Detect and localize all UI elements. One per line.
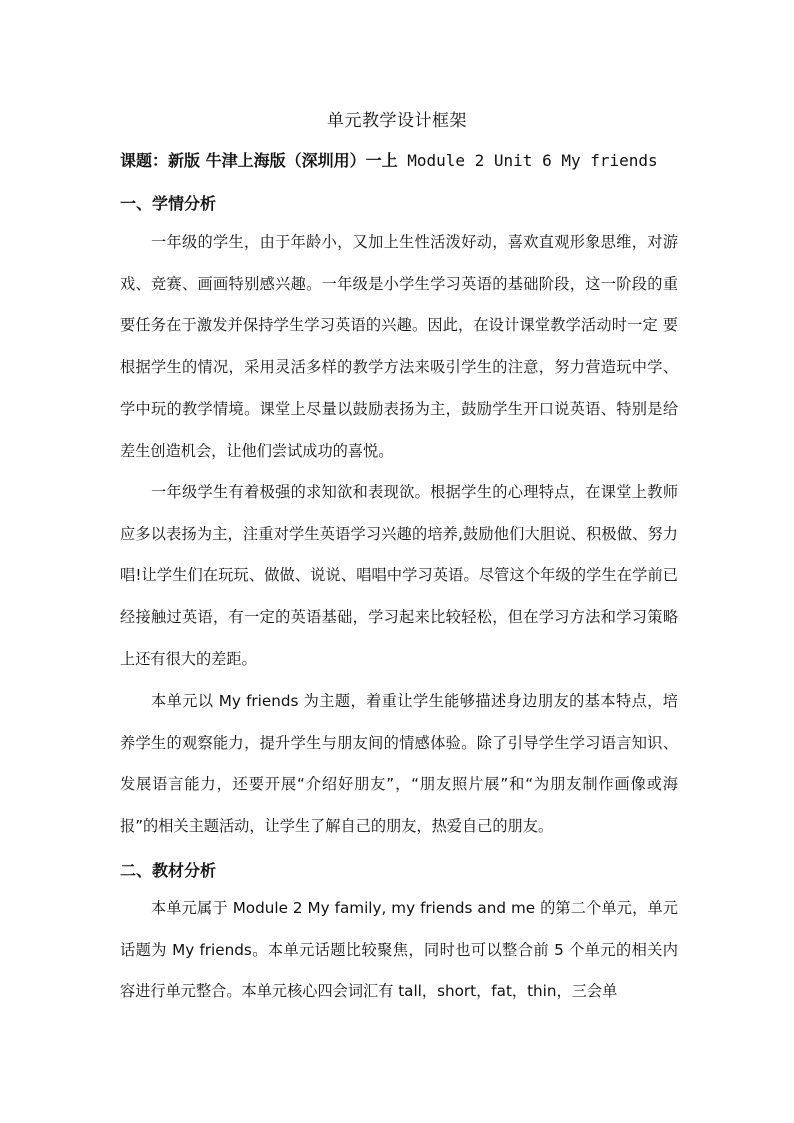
paragraph-learner-2: 一年级学生有着极强的求知欲和表现欲。根据学生的心理特点，在课堂上教师应多以表扬为主，注重对学生英语学习兴趣的培养,鼓励他们大胆说、积极做、努力唱!让学生们在玩玩、做做、说说、唱唱中学习英语。尽管这个年级的学生在学前已经接触过英语，有一定的英语基础，学习起来比较轻松，但在学习方法和学习策略上还有很大的差距。 bbox=[120, 483, 678, 668]
paragraph-learner-3: 本单元以 My friends 为主题，着重让学生能够描述身边朋友的基本特点，培养学生的观察能力，提升学生与朋友间的情感体验。除了引导学生学习语言知识、发展语言能力，还要开展“介绍好朋友”，“朋友照片展”和“为朋友制作画像或海报”的相关主题活动，让学生了解自己的朋友，热爱自己的朋友。 bbox=[120, 692, 678, 836]
document-title: 单元教学设计框架 bbox=[327, 111, 467, 131]
subject-unit: Module 2 Unit 6 My friends bbox=[397, 151, 658, 170]
paragraph-learner-1: 一年级的学生，由于年龄小，又加上生性活泼好动，喜欢直观形象思维，对游戏、竞赛、画画特别感兴趣。一年级是小学生学习英语的基础阶段，这一阶段的重要任务在于激发并保持学生学习英语的兴趣。因此，在设计课堂教学活动时一定 要根据学生的情况，采用灵活多样的教学方法来吸引学生的注意，努力营造玩中学、学中玩的教学情境。课堂上尽量以鼓励表扬为主，鼓励学生开口说英语、特别是给差生创造机会，让他们尝试成功的喜悦。 bbox=[120, 233, 678, 460]
lesson-subject bbox=[120, 148, 680, 171]
subject-label: 课题：新版 牛津上海版（深圳用）一上 bbox=[120, 151, 398, 170]
section-heading-learner-analysis: 一、学情分析 bbox=[120, 194, 217, 213]
paragraph-material-1: 本单元属于 Module 2 My family, my friends and me 的第二个单元，单元话题为 My friends。本单元话题比较聚焦，同时也可以整合前 5 个单元的相关内容进行单元整合。本单元核心四会词汇有 tall，short，fat，thin，三会单 bbox=[120, 899, 678, 1001]
section-heading-material-analysis: 二、教材分析 bbox=[120, 861, 217, 880]
